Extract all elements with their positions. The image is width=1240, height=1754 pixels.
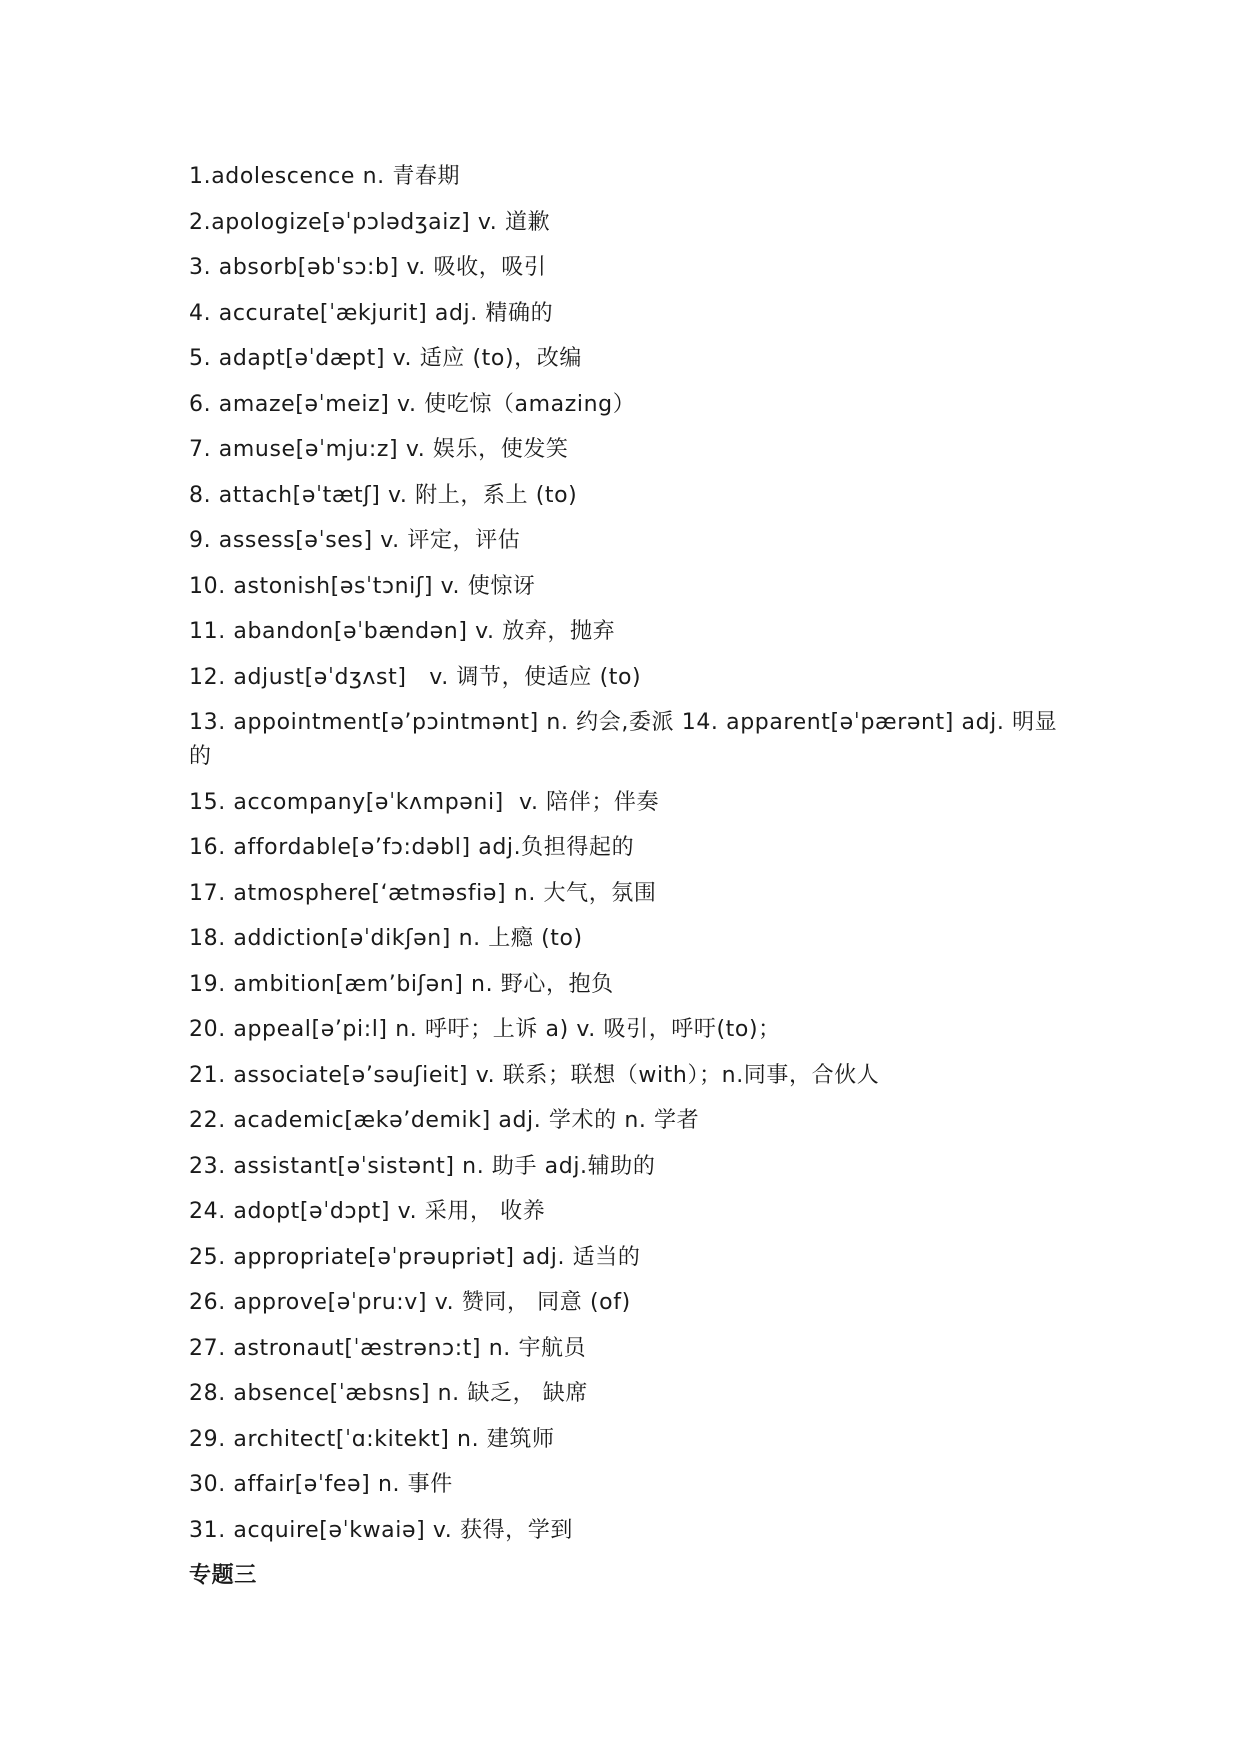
vocab-entry-23: 23. assistant[əˈsistənt] n. 助手 adj.辅助的	[189, 1153, 656, 1179]
vocab-entry-25: 25. appropriate[əˈprəupriət] adj. 适当的	[189, 1244, 641, 1270]
vocab-entry-9: 9. assess[əˈses] v. 评定，评估	[189, 528, 521, 553]
vocab-entry-1: 1.adolescence n. 青春期	[189, 164, 461, 189]
vocab-entry-17: 17. atmosphere[‘ætməsfiə] n. 大气，氛围	[189, 880, 657, 906]
vocab-entry-7: 7. amuse[əˈmju:z] v. 娱乐，使发笑	[189, 437, 569, 462]
vocab-entry-29: 29. architect[ˈɑ:kitekt] n. 建筑师	[189, 1426, 555, 1452]
vocab-entry-4: 4. accurate[ˈækjurit] adj. 精确的	[189, 300, 554, 326]
vocab-entry-22: 22. academic[ækə’demik] adj. 学术的 n. 学者	[189, 1108, 700, 1133]
vocab-entry-8: 8. attach[əˈtætʃ] v. 附上，系上 (to)	[189, 482, 578, 508]
vocab-entry-31: 31. acquire[əˈkwaiə] v. 获得，学到	[189, 1517, 573, 1543]
vocab-entry-13: 13. appointment[ə’pɔintmənt] n. 约会,委派 14. apparent[əˈpærənt] adj. 明显的	[189, 710, 1058, 769]
vocab-entry-20: 20. appeal[ə’pi:l] n. 呼吁；上诉 a) v. 吸引，呼吁(to)；	[189, 1017, 781, 1042]
vocab-entry-3: 3. absorb[əbˈsɔ:b] v. 吸收，吸引	[189, 255, 547, 280]
vocab-entry-15: 15. accompany[əˈkʌmpəni] v. 陪伴；伴奏	[189, 789, 660, 815]
vocab-entry-28: 28. absence[ˈæbsns] n. 缺乏， 缺席	[189, 1381, 588, 1406]
vocab-entry-18: 18. addiction[əˈdikʃən] n. 上瘾 (to)	[189, 926, 583, 951]
vocab-entry-27: 27. astronaut[ˈæstrənɔ:t] n. 宇航员	[189, 1335, 587, 1361]
vocab-entry-11: 11. abandon[əˈbændən] v. 放弃，抛弃	[189, 619, 616, 644]
vocab-entry-5: 5. adapt[əˈdæpt] v. 适应 (to)，改编	[189, 346, 582, 371]
vocab-entry-10: 10. astonish[əsˈtɔniʃ] v. 使惊讶	[189, 573, 536, 599]
vocab-entry-16: 16. affordable[ə’fɔ:dəbl] adj.负担得起的	[189, 835, 635, 860]
section-title: 专题三	[189, 1563, 257, 1588]
vocab-entry-12: 12. adjust[əˈdʒʌst] v. 调节，使适应 (to)	[189, 664, 642, 690]
document-page	[189, 160, 1069, 1593]
vocab-entry-24: 24. adopt[əˈdɔpt] v. 采用， 收养	[189, 1199, 546, 1224]
vocab-entry-30: 30. affair[əˈfeə] n. 事件	[189, 1472, 453, 1497]
vocab-entry-21: 21. associate[ə’səuʃieit] v. 联系；联想（with）；n.同事，合伙人	[189, 1062, 880, 1088]
vocab-entry-2: 2.apologize[əˈpɔlədʒaiz] v. 道歉	[189, 209, 551, 235]
vocab-entry-26: 26. approve[əˈpru:v] v. 赞同， 同意 (of)	[189, 1290, 631, 1315]
vocab-entry-19: 19. ambition[æm’biʃən] n. 野心，抱负	[189, 971, 614, 997]
vocab-entry-6: 6. amaze[əˈmeiz] v. 使吃惊（amazing）	[189, 391, 636, 417]
